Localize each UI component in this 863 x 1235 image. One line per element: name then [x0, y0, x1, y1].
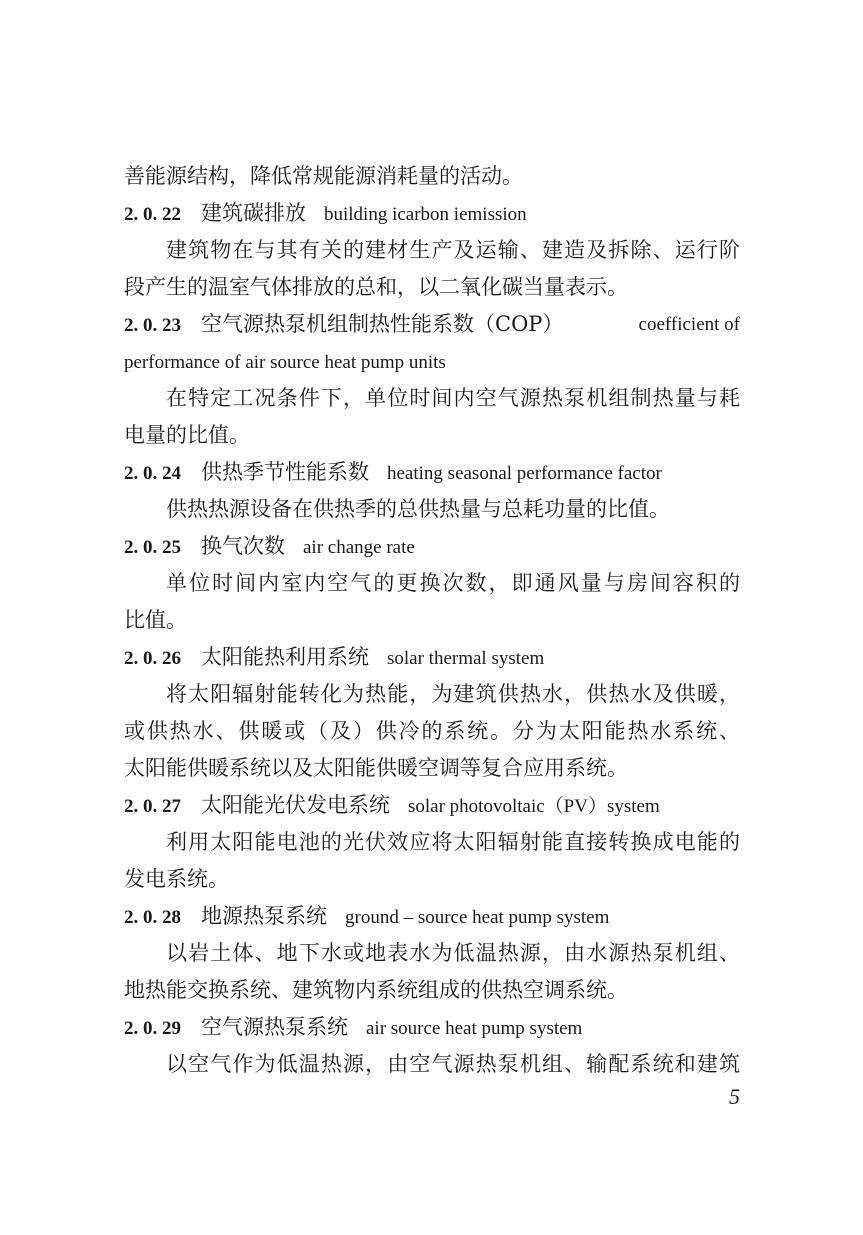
- paragraph-line: 利用太阳能电池的光伏效应将太阳辐射能直接转换成电能的: [166, 830, 740, 854]
- term-number: 2. 0. 26: [124, 648, 181, 669]
- term-number: 2. 0. 23: [124, 315, 181, 336]
- term-chinese: 空气源热泵系统: [201, 1015, 348, 1039]
- term-chinese: 建筑碳排放: [201, 201, 306, 225]
- term-number: 2. 0. 25: [124, 537, 181, 558]
- term-chinese: 太阳能光伏发电系统: [201, 793, 390, 817]
- paragraph-line: 建筑物在与其有关的建材生产及运输、建造及拆除、运行阶: [166, 238, 740, 262]
- paragraph-line: 善能源结构，降低常规能源消耗量的活动。: [124, 164, 523, 188]
- paragraph-line: 或供热水、供暖或（及）供冷的系统。分为太阳能热水系统、: [124, 719, 740, 743]
- paragraph-line: 以空气作为低温热源，由空气源热泵机组、输配系统和建筑: [166, 1052, 740, 1076]
- term-chinese: 换气次数: [201, 534, 285, 558]
- paragraph-line: 地热能交换系统、建筑物内系统组成的供热空调系统。: [124, 978, 628, 1002]
- paragraph-line: 将太阳辐射能转化为热能，为建筑供热水，供热水及供暖，: [166, 682, 740, 706]
- term-heading: [124, 787, 740, 825]
- term-number: 2. 0. 28: [124, 907, 181, 928]
- term-chinese: 空气源热泵机组制热性能系数（COP）: [201, 312, 564, 336]
- term-chinese: 地源热泵系统: [201, 904, 327, 928]
- term-heading: [124, 898, 740, 936]
- term-english: air change rate: [303, 537, 415, 558]
- paragraph-line: 段产生的温室气体排放的总和，以二氧化碳当量表示。: [124, 275, 628, 299]
- term-number: 2. 0. 24: [124, 463, 181, 484]
- term-chinese: 太阳能热利用系统: [201, 645, 369, 669]
- term-english: coefficient of: [638, 314, 740, 335]
- term-english: air source heat pump system: [366, 1018, 583, 1039]
- term-heading: [124, 528, 740, 566]
- term-number: 2. 0. 22: [124, 204, 181, 225]
- term-number: 2. 0. 27: [124, 796, 181, 817]
- paragraph-line: 电量的比值。: [124, 423, 250, 447]
- term-english: heating seasonal performance factor: [387, 463, 662, 484]
- term-english: solar photovoltaic（PV）system: [408, 796, 660, 817]
- page-number: 5: [729, 1084, 740, 1109]
- term-english-continued: [124, 343, 740, 381]
- term-english: solar thermal system: [387, 648, 545, 669]
- term-heading: [124, 195, 740, 233]
- paragraph-line: 以岩土体、地下水或地表水为低温热源，由水源热泵机组、: [166, 941, 740, 965]
- term-english: performance of air source heat pump units: [124, 352, 446, 373]
- term-chinese: 供热季节性能系数: [201, 460, 369, 484]
- term-heading: [124, 454, 740, 492]
- paragraph-line: 比值。: [124, 608, 187, 632]
- paragraph-line: 供热热源设备在供热季的总供热量与总耗功量的比值。: [166, 497, 670, 521]
- term-heading: [124, 1009, 740, 1047]
- paragraph-line: 发电系统。: [124, 867, 229, 891]
- paragraph-line: 单位时间内室内空气的更换次数，即通风量与房间容积的: [166, 571, 740, 595]
- term-english: building icarbon iemission: [324, 204, 527, 225]
- paragraph-line: 太阳能供暖系统以及太阳能供暖空调等复合应用系统。: [124, 756, 628, 780]
- term-heading: [124, 306, 740, 344]
- term-number: 2. 0. 29: [124, 1018, 181, 1039]
- term-heading: [124, 639, 740, 677]
- term-english: ground – source heat pump system: [345, 907, 610, 928]
- paragraph-line: 在特定工况条件下，单位时间内空气源热泵机组制热量与耗: [166, 386, 740, 410]
